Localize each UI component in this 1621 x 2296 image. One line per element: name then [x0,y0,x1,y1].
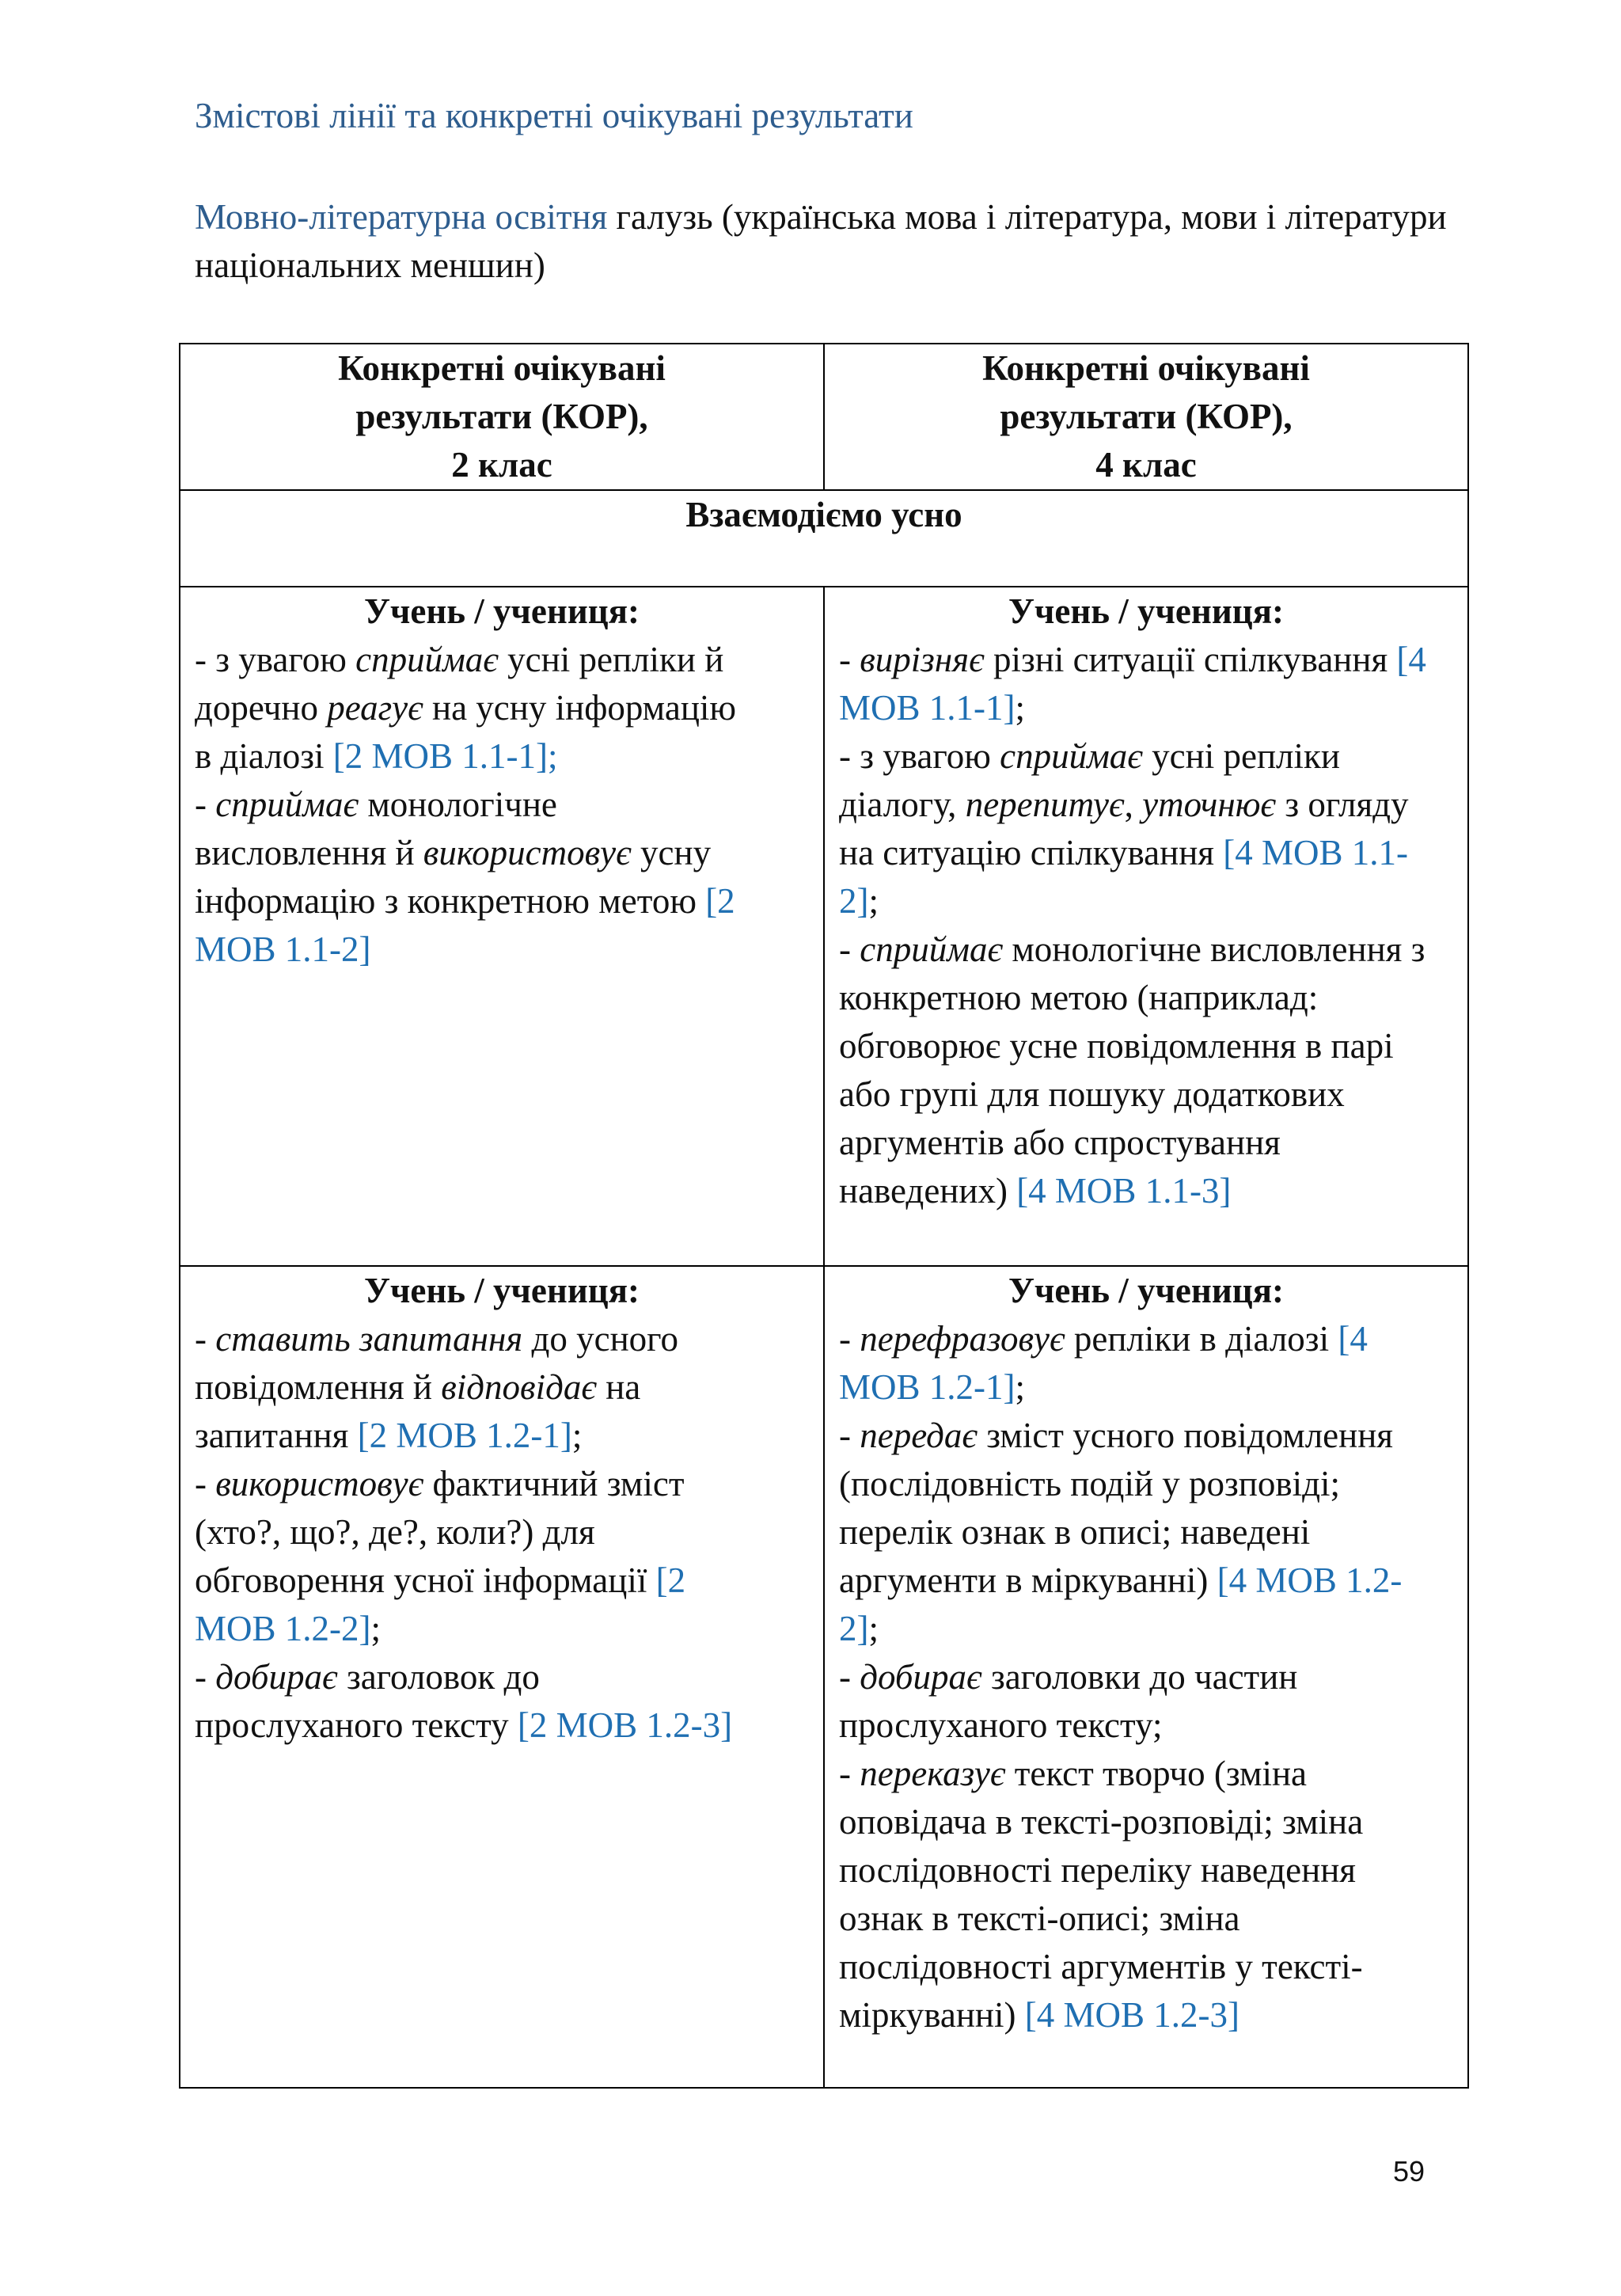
outcome-code: [2 МОВ 1.2-3] [517,1705,733,1745]
outcome-code: МОВ 1.1-1] [839,688,1015,728]
table-row [180,1266,1468,2088]
intro-text: галузь (українська мова і література, мови і літератури національних меншин) [195,197,1447,285]
kor-table [179,343,1469,2089]
section-row [180,490,1468,587]
row1-grade-4-cell: Учень / учениця: - вирізняє різні ситуації спілкування [4 МОВ 1.1-1]; - з увагою сприймає усні репліки діалогу, перепитує, уточнює з огляду на ситуацію спілкування [4 МОВ 1.1- 2]; - сприймає монологічне висловлення з конкретною метою (наприклад: обговорює усне повідомлення в парі або групі для пошуку додаткових аргументів або спростування наведених) [4 МОВ 1.1-3] [824,587,1468,1266]
intro-highlight: Мовно-літературна освітня [195,197,608,237]
outcome-code: [4 [1396,640,1426,679]
header-cell-grade-4: Конкретні очікувані результати (КОР), 4 клас [824,344,1468,490]
outcome-code: [2 МОВ 1.2-1] [357,1416,572,1455]
outcome-code: [4 [1338,1319,1368,1359]
outcome-code: МОВ 1.2-1] [839,1367,1015,1407]
outcome-code: 2] [839,1609,869,1648]
student-label: Учень / учениця: [1008,591,1285,631]
row2-grade-2-cell: Учень / учениця: - ставить запитання до усного повідомлення й відповідає на запитання [2 МОВ 1.2-1]; - використовує фактичний зміст (хто?, що?, де?, коли?) для обговорення усної інформації [2 МОВ 1.2-2]; - добирає заголовок до прослуханого тексту [2 МОВ 1.2-3] [180,1266,824,2088]
student-label: Учень / учениця: [363,591,640,631]
outcome-code: [4 МОВ 1.1-3] [1016,1171,1232,1211]
outcome-code: [4 МОВ 1.2- [1217,1560,1403,1600]
outcome-code: МОВ 1.2-2] [195,1609,371,1648]
row1-grade-2-cell: Учень / учениця: - з увагою сприймає усні репліки й доречно реагує на усну інформацію в діалозі [2 МОВ 1.1-1]; - сприймає монологічне висловлення й використовує усну інформацію з конкретною метою [2 МОВ 1.1-2] [180,587,824,1266]
outcome-code: [2 МОВ 1.1-1]; [332,736,558,776]
intro-paragraph [195,193,1493,290]
page-heading: Змістові лінії та конкретні очікувані результати [195,96,913,135]
row2-grade-4-cell: Учень / учениця: - перефразовує репліки в діалозі [4 МОВ 1.2-1]; - передає зміст усного повідомлення (послідовність подій у розповіді; перелік ознак в описі; наведені аргументи в міркуванні) [4 МОВ 1.2- 2]; - добирає заголовки до частин прослуханого тексту; - переказує текст творчо (зміна оповідача в тексті-розповіді; зміна послідовності переліку наведення ознак в тексті-описі; зміна послідовності аргументів у тексті- міркуванні) [4 МОВ 1.2-3] [824,1266,1468,2088]
header-cell-grade-2: Конкретні очікувані результати (КОР), 2 клас [180,344,824,490]
outcome-code: [4 МОВ 1.2-3] [1024,1995,1239,2035]
student-label: Учень / учениця: [1008,1271,1285,1310]
section-title: Взаємодіємо усно [180,490,1468,587]
outcome-code: [2 [655,1560,686,1600]
outcome-code: [4 МОВ 1.1- [1223,833,1408,872]
student-label: Учень / учениця: [363,1271,640,1310]
outcome-code: МОВ 1.1-2] [195,929,371,969]
table-row [180,587,1468,1266]
outcome-code: 2] [839,881,869,921]
page-number: 59 [1392,2155,1425,2188]
header-row [180,344,1468,490]
outcome-code: [2 [705,881,735,921]
